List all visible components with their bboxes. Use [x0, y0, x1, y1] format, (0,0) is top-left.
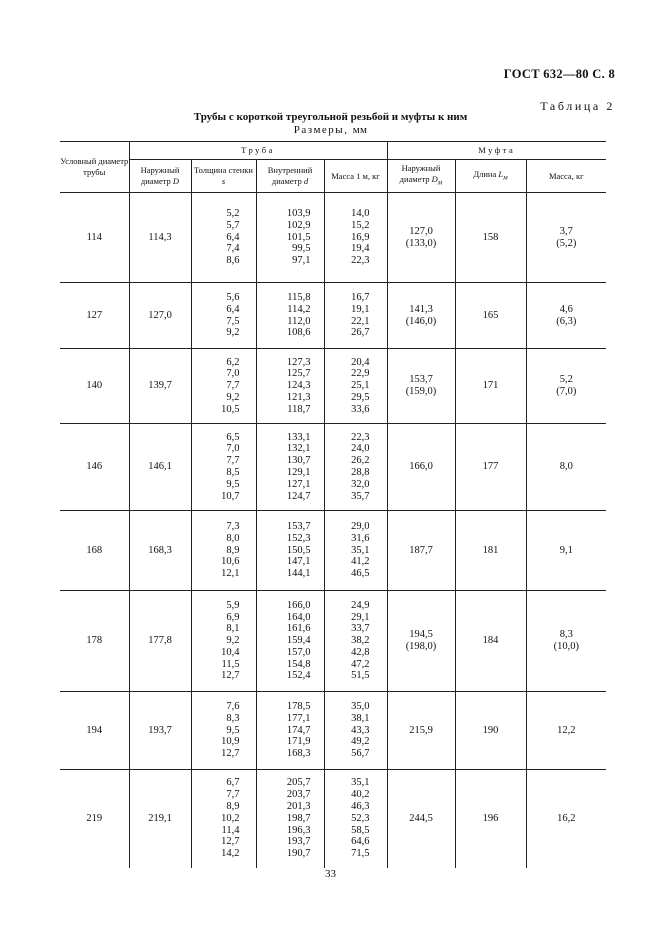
header-wall-thickness: Толщина стенки s	[191, 160, 256, 193]
table-unit: мм	[352, 124, 368, 136]
cell-coupling-outer-diameter: 127,0 (133,0)	[387, 193, 455, 283]
table-row	[60, 770, 606, 868]
cell-coupling-mass: 9,1	[526, 511, 606, 591]
cell-outer-diameter: 177,8	[129, 591, 191, 692]
cell-coupling-length: 165	[455, 283, 526, 349]
cell-nominal-diameter: 114	[60, 193, 129, 283]
cell-coupling-outer-diameter: 141,3 (146,0)	[387, 283, 455, 349]
cell-nominal-diameter: 140	[60, 349, 129, 424]
cell-inner-diameter: 103,9 102,9 101,5 99,5 97,1	[256, 193, 324, 283]
header-conditional-diameter: Условный диаметр трубы	[60, 142, 129, 193]
table-body	[60, 193, 606, 868]
header-pipe-group: Труба	[129, 142, 387, 160]
cell-coupling-mass: 5,2 (7,0)	[526, 349, 606, 424]
cell-wall-thickness: 6,2 7,0 7,7 9,2 10,5	[191, 349, 256, 424]
table-number: Таблица 2	[540, 99, 615, 113]
cell-nominal-diameter: 178	[60, 591, 129, 692]
table-row	[60, 424, 606, 511]
table-row	[60, 283, 606, 349]
cell-outer-diameter: 168,3	[129, 511, 191, 591]
cell-coupling-length: 184	[455, 591, 526, 692]
table-subtitle	[0, 124, 661, 136]
cell-coupling-outer-diameter: 166,0	[387, 424, 455, 511]
cell-wall-thickness: 7,6 8,3 9,5 10,9 12,7	[191, 692, 256, 770]
cell-coupling-length: 177	[455, 424, 526, 511]
cell-wall-thickness: 6,7 7,7 8,9 10,2 11,4 12,7 14,2	[191, 770, 256, 868]
table-subtitle-text: Размеры,	[293, 124, 349, 136]
table-row	[60, 692, 606, 770]
cell-inner-diameter: 133,1 132,1 130,7 129,1 127,1 124,7	[256, 424, 324, 511]
cell-outer-diameter: 146,1	[129, 424, 191, 511]
page-header: ГОСТ 632—80 С. 8	[503, 67, 615, 81]
cell-inner-diameter: 127,3 125,7 124,3 121,3 118,7	[256, 349, 324, 424]
cell-mass-per-meter: 35,1 40,2 46,3 52,3 58,5 64,6 71,5	[324, 770, 387, 868]
table-title: Трубы с короткой треугольной резьбой и муфты к ним	[193, 111, 468, 123]
table-row	[60, 511, 606, 591]
cell-mass-per-meter: 14,0 15,2 16,9 19,4 22,3	[324, 193, 387, 283]
cell-inner-diameter: 166,0 164,0 161,6 159,4 157,0 154,8 152,4	[256, 591, 324, 692]
header-coupling-length: Длина $L_м$	[455, 160, 526, 193]
cell-wall-thickness: 5,2 5,7 6,4 7,4 8,6	[191, 193, 256, 283]
pipe-dimensions-table	[60, 141, 606, 868]
cell-mass-per-meter: 29,0 31,6 35,1 41,2 46,5	[324, 511, 387, 591]
header-coupling-mass: Масса, кг	[526, 160, 606, 193]
cell-inner-diameter: 115,8 114,2 112,0 108,6	[256, 283, 324, 349]
cell-mass-per-meter: 16,7 19,1 22,1 26,7	[324, 283, 387, 349]
cell-nominal-diameter: 146	[60, 424, 129, 511]
cell-outer-diameter: 219,1	[129, 770, 191, 868]
header-coupling-outer-diameter: Наружный диаметр $D_м$	[387, 160, 455, 193]
cell-wall-thickness: 7,3 8,0 8,9 10,6 12,1	[191, 511, 256, 591]
cell-coupling-mass: 3,7 (5,2)	[526, 193, 606, 283]
cell-coupling-length: 158	[455, 193, 526, 283]
cell-nominal-diameter: 168	[60, 511, 129, 591]
cell-inner-diameter: 205,7 203,7 201,3 198,7 196,3 193,7 190,7	[256, 770, 324, 868]
cell-outer-diameter: 139,7	[129, 349, 191, 424]
cell-coupling-length: 171	[455, 349, 526, 424]
cell-coupling-mass: 8,3 (10,0)	[526, 591, 606, 692]
cell-coupling-mass: 8,0	[526, 424, 606, 511]
cell-outer-diameter: 127,0	[129, 283, 191, 349]
cell-mass-per-meter: 20,4 22,9 25,1 29,5 33,6	[324, 349, 387, 424]
table-row	[60, 591, 606, 692]
cell-coupling-outer-diameter: 244,5	[387, 770, 455, 868]
cell-inner-diameter: 153,7 152,3 150,5 147,1 144,1	[256, 511, 324, 591]
cell-coupling-length: 190	[455, 692, 526, 770]
cell-inner-diameter: 178,5 177,1 174,7 171,9 168,3	[256, 692, 324, 770]
cell-coupling-length: 181	[455, 511, 526, 591]
cell-outer-diameter: 114,3	[129, 193, 191, 283]
header-mass-per-meter: Масса 1 м, кг	[324, 160, 387, 193]
cell-coupling-mass: 16,2	[526, 770, 606, 868]
cell-coupling-mass: 12,2	[526, 692, 606, 770]
cell-mass-per-meter: 35,0 38,1 43,3 49,2 56,7	[324, 692, 387, 770]
page-number: 33	[325, 868, 336, 880]
cell-coupling-outer-diameter: 153,7 (159,0)	[387, 349, 455, 424]
cell-mass-per-meter: 22,3 24,0 26,2 28,8 32,0 35,7	[324, 424, 387, 511]
table-row	[60, 193, 606, 283]
cell-coupling-length: 196	[455, 770, 526, 868]
cell-outer-diameter: 193,7	[129, 692, 191, 770]
header-inner-diameter: Внутренний диаметр d	[256, 160, 324, 193]
cell-wall-thickness: 5,6 6,4 7,5 9,2	[191, 283, 256, 349]
header-outer-diameter: Наружный диаметр D	[129, 160, 191, 193]
cell-nominal-diameter: 194	[60, 692, 129, 770]
cell-wall-thickness: 6,5 7,0 7,7 8,5 9,5 10,7	[191, 424, 256, 511]
cell-coupling-outer-diameter: 215,9	[387, 692, 455, 770]
table-row	[60, 349, 606, 424]
cell-coupling-outer-diameter: 187,7	[387, 511, 455, 591]
cell-coupling-outer-diameter: 194,5 (198,0)	[387, 591, 455, 692]
cell-coupling-mass: 4,6 (6,3)	[526, 283, 606, 349]
cell-wall-thickness: 5,9 6,9 8,1 9,2 10,4 11,5 12,7	[191, 591, 256, 692]
cell-nominal-diameter: 127	[60, 283, 129, 349]
header-coupling-group: Муфта	[387, 142, 606, 160]
cell-mass-per-meter: 24,9 29,1 33,7 38,2 42,8 47,2 51,5	[324, 591, 387, 692]
cell-nominal-diameter: 219	[60, 770, 129, 868]
